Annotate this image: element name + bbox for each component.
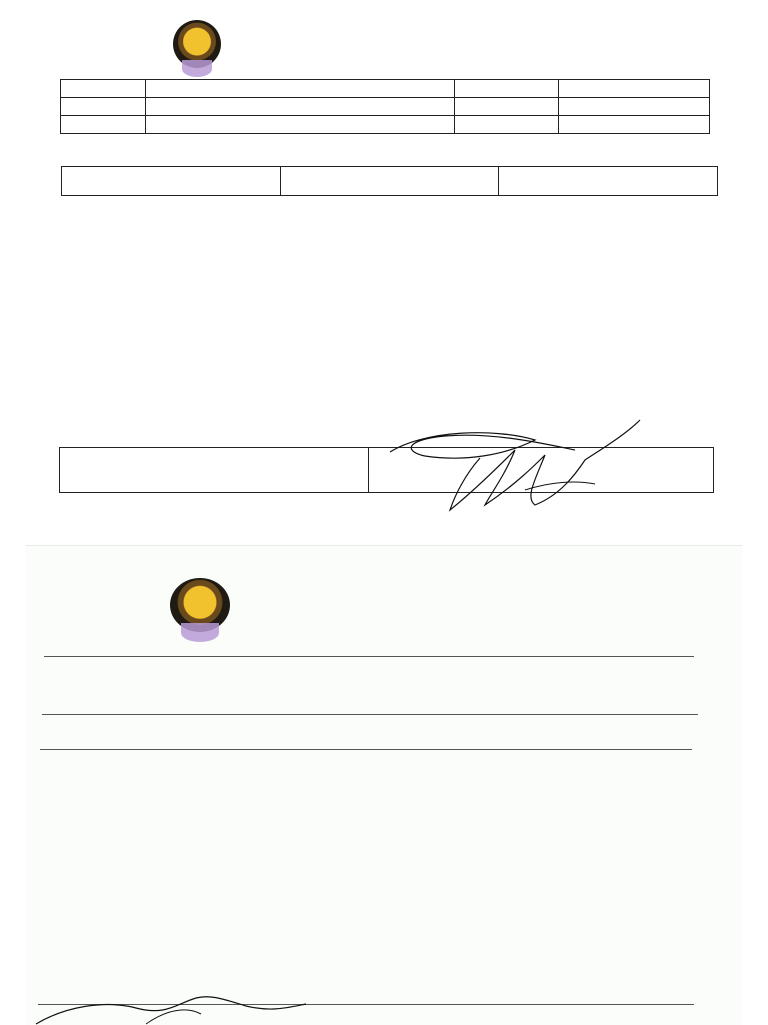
hospital-logo bbox=[170, 578, 230, 632]
physician-label bbox=[61, 116, 146, 134]
report-date bbox=[559, 80, 710, 98]
signature-divider bbox=[368, 448, 369, 492]
age-sex-label bbox=[61, 98, 146, 116]
hospital-no bbox=[559, 98, 710, 116]
hospital-logo bbox=[173, 20, 221, 68]
normal-values-header bbox=[499, 167, 718, 196]
hematology-signature bbox=[26, 986, 326, 1025]
room-no-label bbox=[455, 116, 559, 134]
physician bbox=[146, 116, 455, 134]
room-no bbox=[559, 116, 710, 134]
name-label bbox=[61, 80, 146, 98]
patient-age-sex bbox=[146, 98, 455, 116]
columns-rule bbox=[40, 749, 692, 750]
result-header bbox=[280, 167, 499, 196]
patient-rule bbox=[42, 714, 698, 715]
medtech-signature bbox=[385, 410, 650, 515]
patient-name bbox=[146, 80, 455, 98]
date-label bbox=[455, 80, 559, 98]
patient-info-table bbox=[60, 79, 710, 134]
tests-header bbox=[62, 167, 281, 196]
hospital-no-label bbox=[455, 98, 559, 116]
chemistry-table bbox=[61, 166, 718, 196]
hematology-report bbox=[26, 545, 742, 1025]
header-rule bbox=[44, 656, 694, 657]
